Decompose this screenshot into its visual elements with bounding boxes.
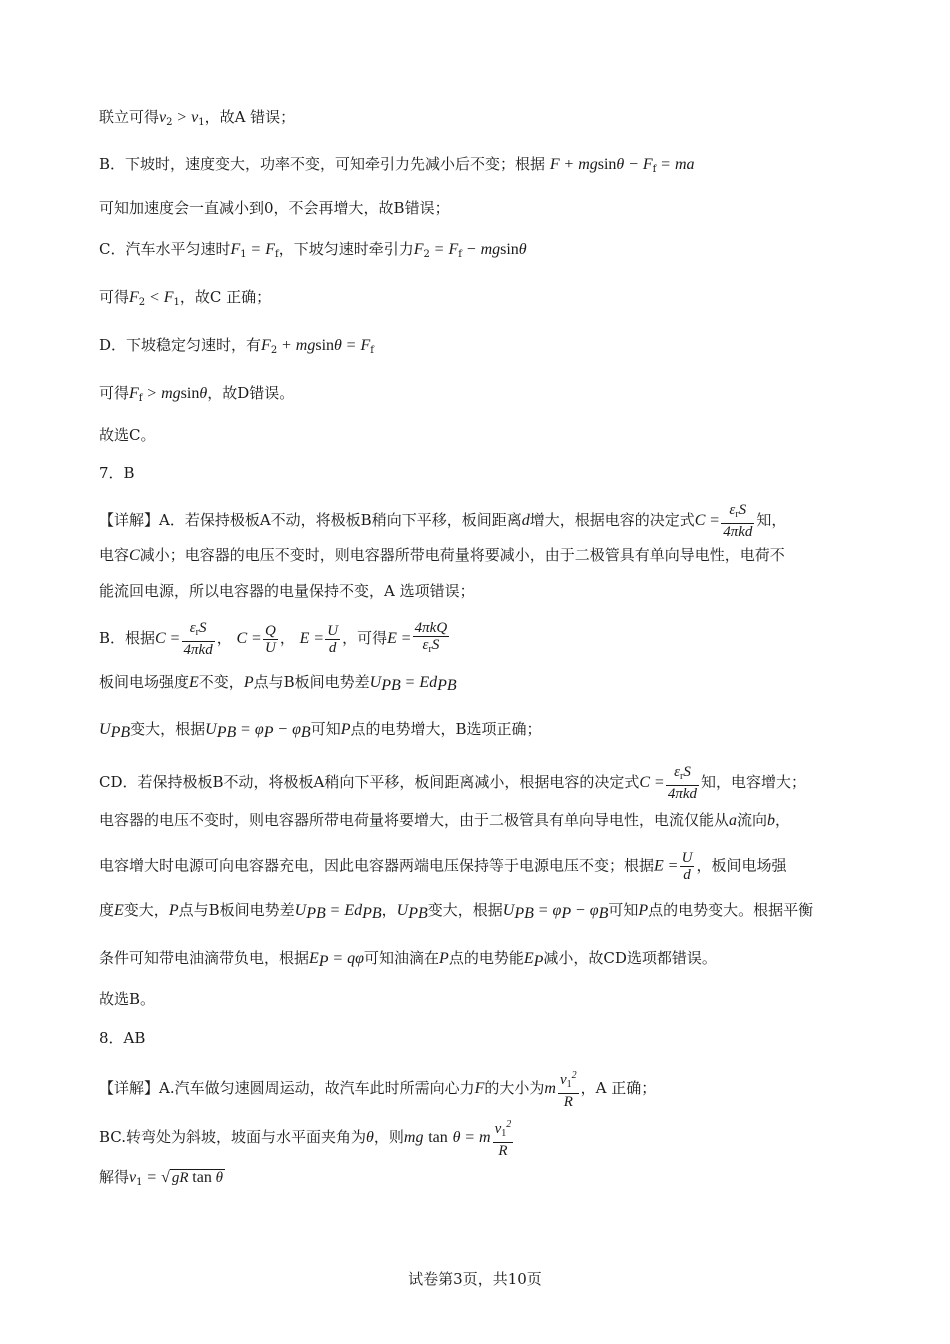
page-footer: 试卷第3页，共10页 [408, 1270, 542, 1288]
line-12: 能流回电源，所以电容器的电量保持不变，A 选项错误； [99, 582, 475, 600]
line-23: 【详解】A.汽车做匀速圆周运动，故汽车此时所需向心力F的大小为m $\frac{v_1^2}{R}$ ，A 正确； [99, 1070, 657, 1110]
line-10: 【详解】A．若保持极板A不动，将极板B稍向下平移，板间距离d增大，根据电容的决定式C = $\frac{\varepsilon_rS}{\text{4πkd}}$ 知， [99, 502, 787, 540]
line-7: 可得$F_f > mgsin\theta$，故D错误。 [99, 384, 295, 404]
line-6: D．下坡稳定匀速时，有$F_2 + mgsin\theta = F_f$ [99, 336, 374, 356]
line-19: 度E变大，P点与B板间电势差$U_{PB} = Ed_{PB}$，$U_{PB}$变大，根据$U_{PB} = \varphi_P - \varphi_B$可知P点的电势变大。根据平衡 [99, 901, 814, 922]
line-20: 条件可知带电油滴带负电，根据$E_P = q\varphi$可知油滴在P点的电势能$E_P$减小，故CD选项都错误。 [99, 949, 717, 970]
line-21: 故选B。 [99, 990, 156, 1008]
line-22: 8．AB [99, 1029, 146, 1047]
line-3: 可知加速度会一直减小到0，不会再增大，故B错误； [99, 199, 450, 217]
line-25: 解得$v_1$ = √ gR tan θ [99, 1168, 223, 1188]
line-4: C．汽车水平匀速时$F_1 = F_f$，下坡匀速时牵引力$F_2 = F_f - mgsin\theta$ [99, 240, 527, 260]
line-5: 可得$F_2 < F_1$，故C 正确； [99, 288, 272, 308]
line-15: $U_{PB}$变大，根据$U_{PB} = \varphi_P - \varphi_B$可知P点的电势增大，B选项正确； [99, 720, 542, 741]
line-2: B．下坡时，速度变大，功率不变，可知牵引力先减小后不变；根据 $F + mgsin\theta - F_f$ = ma [99, 155, 695, 175]
line-24: BC.转弯处为斜坡，坡面与水平面夹角为θ，则mg tan θ = m $\frac{v_1^2}{R}$ [99, 1119, 512, 1159]
line-11: 电容C减小；电容器的电压不变时，则电容器所带电荷量将要减小，由于二极管具有单向导电性，电荷不 [99, 546, 785, 564]
line-18: 电容增大时电源可向电容器充电，因此电容器两端电压保持等于电源电压不变；根据E = $\frac{U}{d}$ ，板间电场强 [99, 850, 787, 883]
line-1: 联立可得$v_2 > v_1$，故A 错误； [99, 108, 296, 128]
line-14: 板间电场强度E不变，P点与B板间电势差$U_{PB} = Ed_{PB}$ [99, 673, 457, 694]
line-16: CD．若保持极板B不动，将极板A稍向下平移，板间距离减小，根据电容的决定式C = $\frac{\varepsilon_rS}{\text{4πkd}}$ 知，电容增大； [99, 764, 807, 802]
line-17: 电容器的电压不变时，则电容器所带电荷量将要增大，由于二极管具有单向导电性，电流仅能从a流向b， [99, 811, 791, 829]
line-8: 故选C。 [99, 426, 156, 444]
line-9: 7．B [99, 464, 135, 482]
line-13: B．根据C = $\frac{\varepsilon_rS}{\text{4πkd}}$ ， C = $\frac{Q}{U}$ ， E = $\frac{U}{d}$ ，可得E = $\frac{\text{4πkQ}}{\varepsilon_rS}$ [99, 620, 448, 658]
